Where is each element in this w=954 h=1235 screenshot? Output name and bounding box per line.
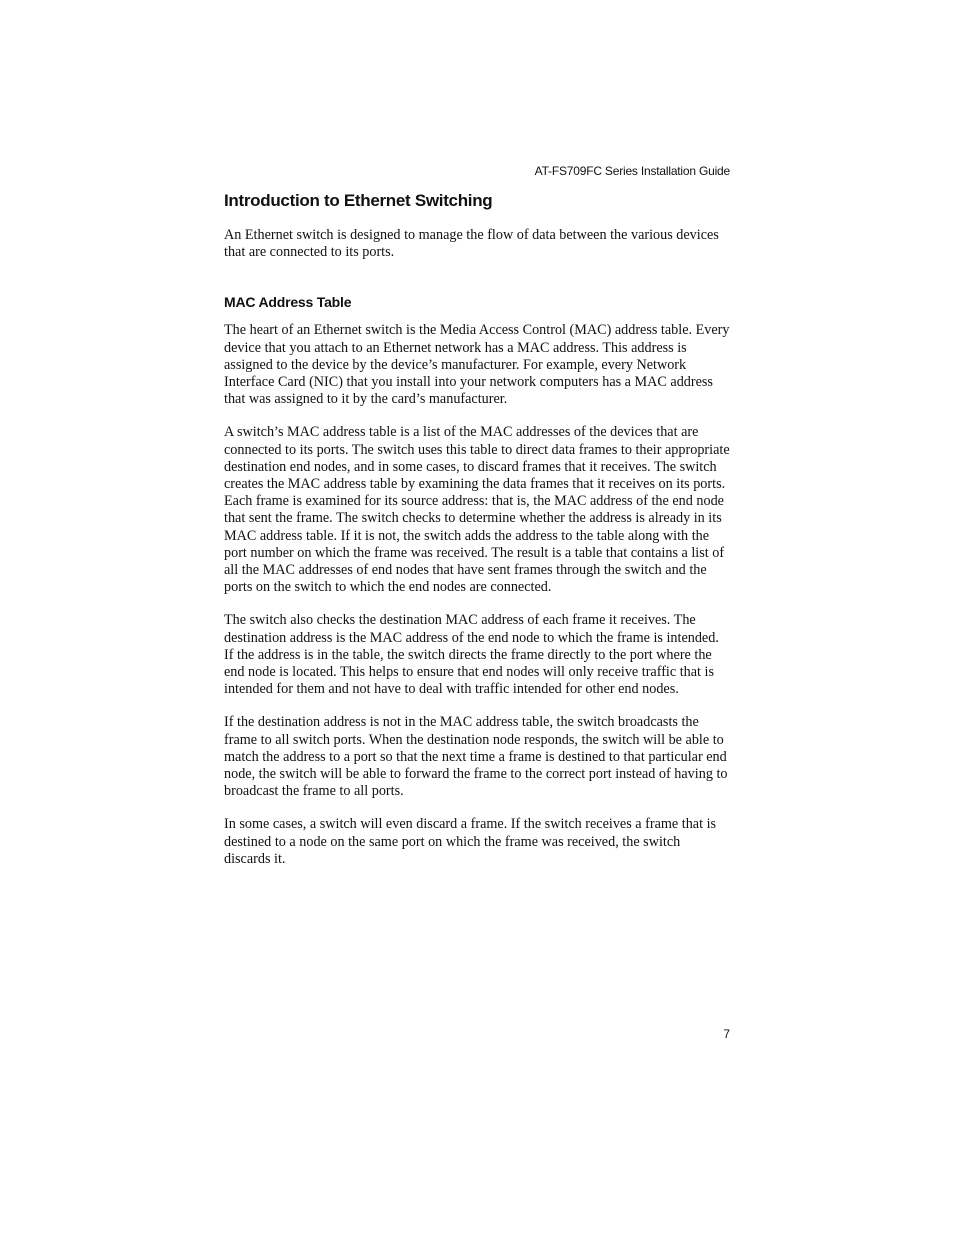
paragraph-broadcast: If the destination address is not in the MAC address table, the switch broadcasts the frame to all switch ports. When the destination node responds, the switch will be able to match the address to a port so that the next time a frame is destined to that particular end node, the switch will be able to forward the frame to the correct port instead of having to broadcast the frame to all ports. xyxy=(224,714,728,800)
paragraph-mac-table-intro: The heart of an Ethernet switch is the Media Access Control (MAC) address table. Every device that you attach to an Ethernet network has a MAC address. This address is assigned to the device by the device’s manufacturer. For example, every Network Interface Card (NIC) that you install into your network computers has a MAC address that was assigned to it by the card’s manufacturer. xyxy=(224,322,730,408)
page-content xyxy=(224,190,730,868)
subsection-title: MAC Address Table xyxy=(224,294,352,311)
page-number: 7 xyxy=(723,1027,730,1041)
paragraph-destination-check: The switch also checks the destination MAC address of each frame it receives. The destination address is the MAC address of the end node to which the frame is intended. If the address is in the table, the switch directs the frame directly to the port where the end node is located. This helps to ensure that end nodes will only receive traffic that is intended for them and not have to deal with traffic intended for other end nodes. xyxy=(224,612,719,698)
running-header: AT-FS709FC Series Installation Guide xyxy=(534,164,730,178)
paragraph-mac-table-learning: A switch’s MAC address table is a list of the MAC addresses of the devices that are connected to its ports. The switch uses this table to direct data frames to their appropriate destination end nodes, and in some cases, to discard frames that it receives. The switch creates the MAC address table by examining the data frames that it receives on its ports. Each frame is examined for its source address: that is, the MAC address of the end node that sent the frame. The switch checks to determine whether the address is already in its MAC address table. If it is not, the switch adds the address to the table along with the port number on which the frame was received. The result is a table that contains a list of all the MAC addresses of end nodes that have sent frames through the switch and the ports on the switch to which the end nodes are connected. xyxy=(224,424,730,596)
intro-paragraph: An Ethernet switch is designed to manage the flow of data between the various devices that are connected to its ports. xyxy=(224,227,719,261)
section-title: Introduction to Ethernet Switching xyxy=(224,191,493,210)
paragraph-discard: In some cases, a switch will even discard a frame. If the switch receives a frame that is destined to a node on the same port on which the frame was received, the switch discards it. xyxy=(224,816,717,867)
